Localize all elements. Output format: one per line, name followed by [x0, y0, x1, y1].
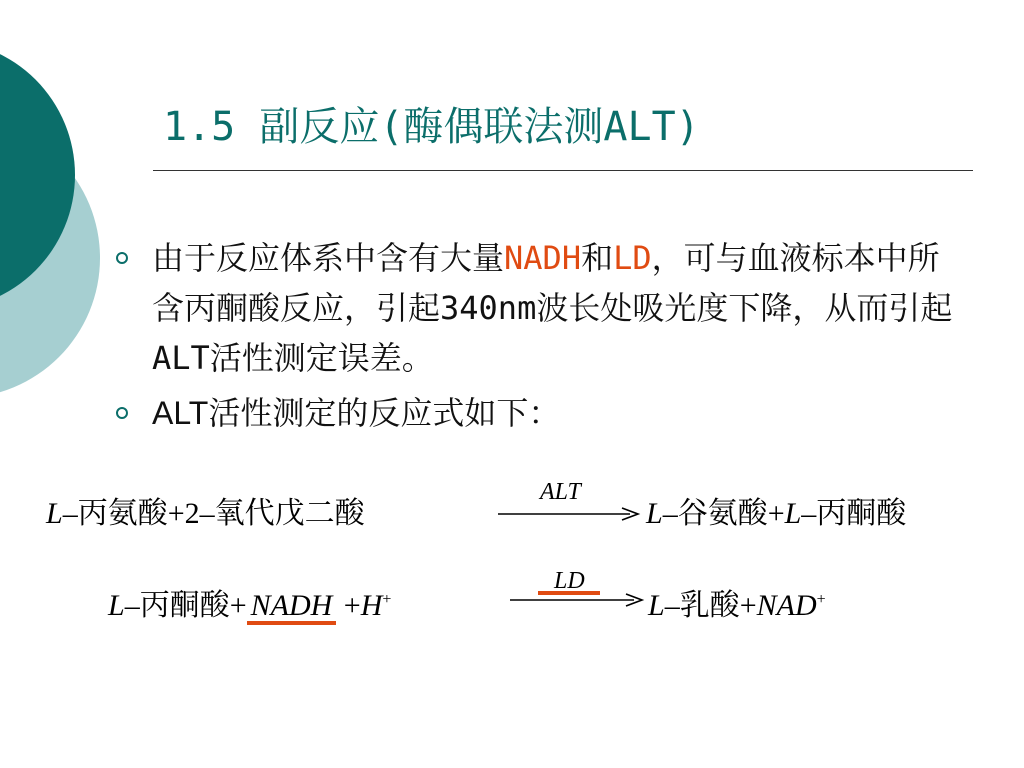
- bullet-item-2: [116, 388, 966, 438]
- bullet-1-part-c: ，可与血液标本中所含丙酮酸反应，引起340nm波长处吸光度下降，从而引起ALT活性测定误差。: [152, 239, 953, 377]
- eq2-h: H: [360, 589, 383, 622]
- eq1-r-dash-2: –: [801, 497, 817, 530]
- bullet-2-alt: ALT: [152, 395, 209, 431]
- eq2-lactate: 乳酸: [679, 589, 740, 622]
- bullet-item-1: [116, 233, 966, 383]
- eq2-plus: +: [229, 589, 247, 622]
- slide-title: 1.5 副反应(酶偶联法测ALT): [163, 104, 700, 150]
- eq1-dash-2: –: [199, 497, 215, 530]
- bullet-1-nadh: NADH: [504, 239, 582, 277]
- bullet-ring-icon: [116, 252, 128, 264]
- eq2-r-dash: –: [664, 589, 680, 622]
- equation-1-right: [646, 488, 906, 532]
- bullet-1-ld: LD: [613, 239, 652, 277]
- decorative-circles: [0, 0, 130, 420]
- eq2-h-charge: +: [382, 591, 392, 608]
- eq1-r-l2: L: [784, 497, 802, 530]
- eq2-plus-2: +: [343, 589, 361, 622]
- equation-2-right: [648, 580, 826, 624]
- eq2-nadh: NADH: [247, 591, 337, 625]
- eq2-nad-charge: +: [816, 591, 826, 608]
- eq2-pyruvate: 丙酮酸: [139, 589, 230, 622]
- eq2-l: L: [108, 589, 125, 622]
- bullet-ring-icon: [116, 407, 128, 419]
- eq1-r-plus: +: [767, 497, 785, 530]
- bullet-1-part-a: 由于反应体系中含有大量: [152, 239, 505, 277]
- equation-2-enzyme-label: LD: [554, 568, 585, 594]
- bullet-1-part-b: 和: [581, 239, 614, 277]
- eq2-r-l: L: [648, 589, 665, 622]
- equation-1-enzyme-label: ALT: [540, 479, 581, 505]
- equation-1-left: [46, 488, 365, 532]
- eq2-nad: NAD: [756, 589, 817, 622]
- eq1-l: L: [46, 497, 63, 530]
- equation-2-left: [108, 580, 391, 625]
- eq1-plus: +: [167, 497, 185, 530]
- title-underline: [153, 170, 973, 171]
- eq2-r-plus: +: [739, 589, 757, 622]
- eq2-dash: –: [124, 589, 140, 622]
- equation-1-arrow-icon: [498, 508, 640, 520]
- eq1-r-dash: –: [662, 497, 678, 530]
- eq1-glutamate: 谷氨酸: [677, 497, 768, 530]
- eq1-r-l: L: [646, 497, 663, 530]
- eq1-oxoglutarate: 氧代戊二酸: [214, 497, 365, 530]
- eq1-pyruvate: 丙酮酸: [816, 497, 907, 530]
- eq1-alanine: 丙氨酸: [77, 497, 168, 530]
- equation-2-arrow-icon: [510, 592, 644, 604]
- eq1-two: 2: [184, 497, 200, 530]
- eq1-dash: –: [62, 497, 78, 530]
- bullet-text-1: [152, 233, 966, 383]
- bullet-2-part-a: 活性测定的反应式如下：: [208, 394, 561, 432]
- bullet-text-2: [152, 388, 966, 438]
